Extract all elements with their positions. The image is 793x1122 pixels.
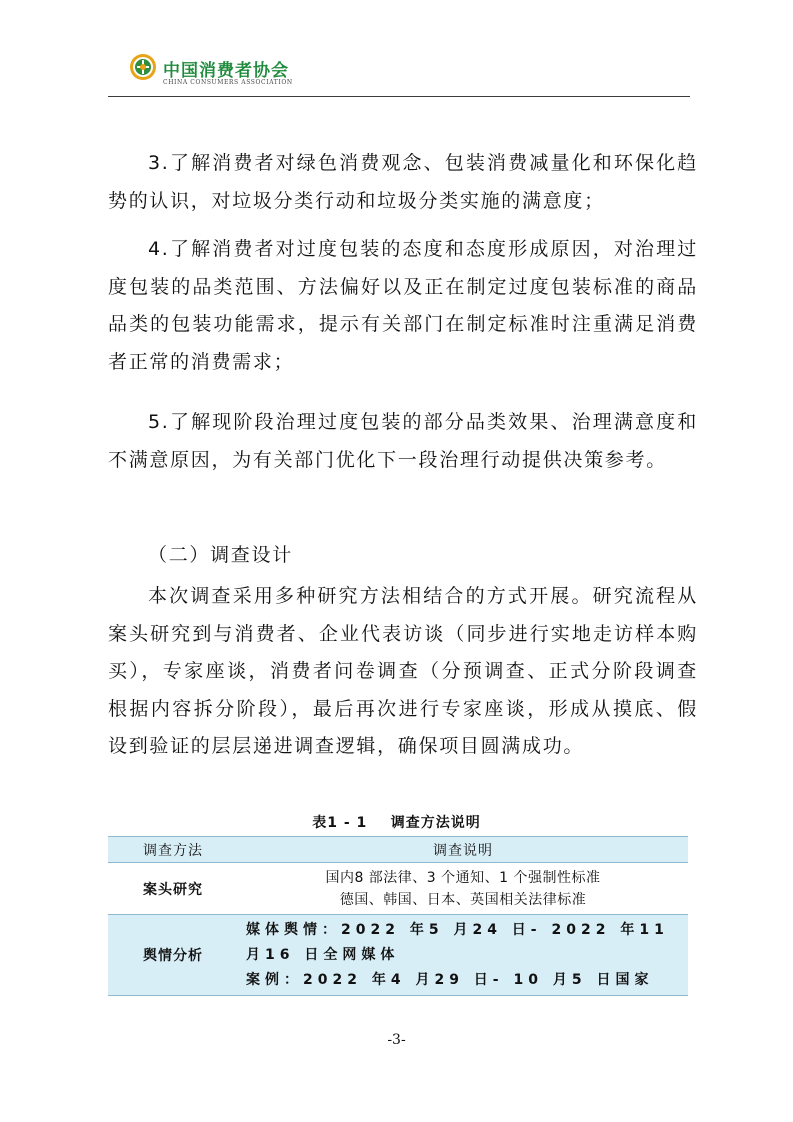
table-row [108,915,688,996]
page-number: -3- [387,1032,406,1048]
method-cell: 舆情分析 [108,915,238,996]
description-line: 国内8 部法律、3 个通知、1 个强制性标准 [325,869,601,886]
paragraph-4: 4.了解消费者对过度包装的态度和态度形成原因，对治理过度包装的品类范围、方法偏好以及正在制定过度包装标准的商品品类的包装功能需求，提示有关部门在制定标准时注重满足消费者正常的消费需求； [108,238,698,373]
description-item [246,918,687,968]
method-cell: 案头研究 [108,863,238,915]
org-name-cn: 中国消费者协会 [163,61,289,81]
table-header-method: 调查方法 [108,837,238,863]
page-header [108,50,690,97]
description-item [246,968,687,993]
table-row [108,863,688,915]
survey-methods-table [108,836,688,996]
section-heading: （二）调查设计 [148,544,293,566]
description-item-text: 2022 年5 月24 日- 2022 年11 月16 日全网媒体 [246,921,669,963]
description-item-label: 案例： [246,971,303,988]
paragraph-5: 5.了解现阶段治理过度包装的部分品类效果、治理满意度和不满意原因，为有关部门优化下一段治理行动提供决策参考。 [108,411,698,471]
description-item-label: 媒体舆情： [246,921,341,938]
description-line: 德国、韩国、日本、英国相关法律标准 [339,891,587,908]
table-header-description: 调查说明 [238,837,688,863]
section-body: 本次调查采用多种研究方法相结合的方式开展。研究流程从案头研究到与消费者、企业代表访谈（同步进行实地走访样本购买），专家座谈，消费者问卷调查（分预调查、正式分阶段调查根据内容拆分阶段），最后再次进行专家座谈，形成从摸底、假设到验证的层层递进调查逻辑，确保项目圆满成功。 [108,585,698,757]
paragraph-3: 3.了解消费者对绿色消费观念、包装消费减量化和环保化趋势的认识，对垃圾分类行动和垃圾分类实施的满意度； [108,152,698,212]
description-cell [238,863,688,915]
table-title: 表1 - 1 调查方法说明 [312,815,481,831]
table-header-row [108,837,688,863]
description-cell [238,915,688,996]
description-item-text: 2022 年4 月29 日- 10 月5 日国家 [303,971,654,988]
org-name-en: CHINA CONSUMERS ASSOCIATION [163,79,293,86]
cca-emblem-icon [128,52,158,82]
